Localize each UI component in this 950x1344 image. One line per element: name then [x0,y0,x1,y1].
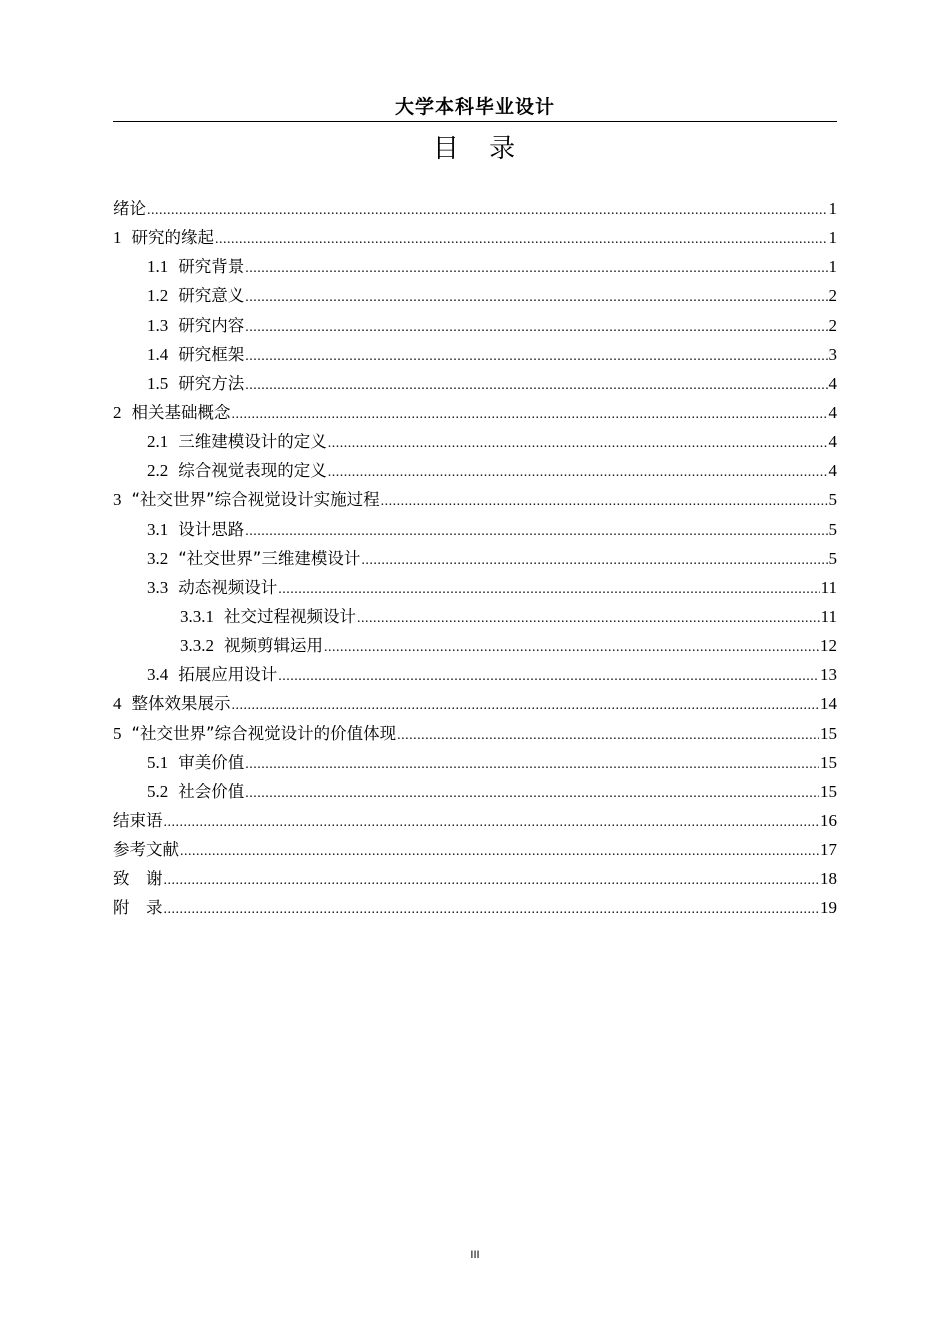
toc-entry-label: 绪论 [113,199,146,218]
toc-entry-page: 15 [820,781,837,801]
toc-entry-label: 综合视觉表现的定义 [178,461,327,481]
toc-entry-page: 4 [828,432,837,452]
toc-entry-page: 4 [828,402,837,422]
toc-entry[interactable] [113,485,837,514]
toc-entry-label: 结束语 [113,810,163,830]
toc-entry-number: 3 [113,490,122,510]
running-header-title: 大学本科毕业设计 [394,96,555,118]
toc-entry[interactable] [113,311,837,340]
toc-entry-label: 研究方法 [178,373,245,393]
toc-dot-leader [245,342,827,371]
toc-entry[interactable] [113,660,837,689]
toc-entry-number: 3.3.2 [180,636,214,656]
toc-dot-leader [381,487,828,516]
toc-entry-label: 研究内容 [178,315,245,335]
toc-entry-label: 研究的缘起 [131,228,214,248]
toc-entry-label: 社交过程视频设计 [224,606,356,626]
toc-entry-page: 12 [820,636,837,656]
toc-entry-label: 相关基础概念 [131,402,231,422]
toc-entry-page: 1 [828,228,837,248]
toc-entry-label: 参考文献 [113,840,179,860]
toc-dot-leader [245,283,827,312]
toc-entry-number: 1.4 [147,344,169,364]
toc-entry-page: 1 [828,199,837,218]
toc-entry-number: 1.3 [147,315,169,335]
toc-entry-page: 11 [820,577,837,597]
toc-dot-leader [164,808,820,837]
toc-dot-leader [180,837,819,866]
toc-entry[interactable] [113,864,837,893]
toc-entry-number: 1.2 [147,286,169,306]
toc-entry-label: 研究背景 [178,257,245,277]
toc-dot-leader [232,400,828,429]
toc-dot-leader [397,721,819,750]
toc-entry-page: 19 [820,898,837,918]
footer-page-number: III [470,1249,480,1261]
toc-entry-page: 5 [828,519,837,539]
toc-dot-leader [215,225,828,254]
toc-dot-leader [245,254,827,283]
toc-entry[interactable] [113,398,837,427]
toc-entry[interactable] [113,456,837,485]
toc-entry-page: 2 [828,286,837,306]
toc-entry-label: 研究框架 [178,344,245,364]
toc-dot-leader [245,779,819,808]
toc-entry-page: 16 [820,810,837,830]
toc-entry[interactable] [113,777,837,806]
toc-entry-number: 5 [113,723,122,743]
toc-entry-number: 1.5 [147,373,169,393]
toc-dot-leader [357,604,820,633]
toc-entry-label: 整体效果展示 [131,694,231,714]
toc-entry[interactable] [113,893,837,922]
toc-entry-label: 设计思路 [178,519,245,539]
toc-entry-label: 动态视频设计 [178,577,278,597]
toc-dot-leader [245,517,827,546]
toc-dot-leader [147,196,828,225]
toc-entry-label: “社交世界”三维建模设计 [178,548,361,568]
toc-dot-leader [328,429,828,458]
toc-entry-page: 15 [820,752,837,772]
toc-entry-label: 研究意义 [178,286,245,306]
toc-entry-number: 3.4 [147,665,169,685]
toc-entry-page: 5 [828,490,837,510]
toc-entry[interactable] [113,631,837,660]
toc-entry-page: 13 [820,665,837,685]
toc-entry[interactable] [113,544,837,573]
toc-entry[interactable] [113,281,837,310]
toc-entry-label: 拓展应用设计 [178,665,278,685]
header-rule [113,121,837,122]
toc-entry[interactable] [113,806,837,835]
toc-entry-page: 11 [820,606,837,626]
toc-entry[interactable] [113,194,837,223]
toc-entry[interactable] [113,515,837,544]
toc-entry-label: “社交世界”综合视觉设计的价值体现 [131,723,397,743]
toc-entry-page: 4 [828,373,837,393]
toc-entry-number: 2.1 [147,432,169,452]
toc-dot-leader [278,575,819,604]
toc-entry-number: 3.1 [147,519,169,539]
toc-entry-page: 5 [828,548,837,568]
toc-entry-number: 5.2 [147,781,169,801]
toc-dot-leader [245,371,827,400]
toc-entry-number: 3.3.1 [180,606,214,626]
toc-entry[interactable] [113,689,837,718]
toc-dot-leader [164,895,820,924]
toc-dot-leader [278,662,819,691]
toc-entry-number: 2 [113,402,122,422]
toc-entry[interactable] [113,340,837,369]
toc-entry-page: 2 [828,315,837,335]
toc-entry-number: 1 [113,228,122,248]
toc-entry-number: 3.2 [147,548,169,568]
toc-entry-label: “社交世界”综合视觉设计实施过程 [131,490,380,510]
toc-entry-label: 审美价值 [178,752,245,772]
toc-entry[interactable] [113,252,837,281]
toc-entry-page: 4 [828,461,837,481]
toc-entry[interactable] [113,835,837,864]
toc-entry[interactable] [113,602,837,631]
toc-entry-page: 3 [828,344,837,364]
toc-dot-leader [232,691,820,720]
toc-entry[interactable] [113,719,837,748]
toc-dot-leader [361,546,827,575]
toc-entry[interactable] [113,748,837,777]
toc-entry-page: 17 [820,840,837,860]
toc-entry-label: 三维建模设计的定义 [178,432,327,452]
toc-entry-number: 5.1 [147,752,169,772]
toc-entry-label: 附 录 [113,898,163,918]
toc-entry-number: 4 [113,694,122,714]
toc-dot-leader [328,458,828,487]
toc-dot-leader [245,750,819,779]
toc-dot-leader [324,633,819,662]
toc-entry-page: 14 [820,694,837,714]
toc-entry[interactable] [113,223,837,252]
toc-entry[interactable] [113,369,837,398]
table-of-contents [113,194,837,923]
toc-entry-label: 致 谢 [113,869,163,889]
toc-entry-page: 18 [820,869,837,889]
toc-entry-number: 1.1 [147,257,169,277]
toc-entry-page: 15 [820,723,837,743]
toc-entry[interactable] [113,573,837,602]
toc-entry-label: 视频剪辑运用 [224,636,323,656]
toc-title: 目 录 [432,134,518,164]
toc-dot-leader [245,313,827,342]
toc-entry[interactable] [113,427,837,456]
toc-dot-leader [164,866,820,895]
toc-entry-number: 3.3 [147,577,169,597]
toc-entry-label: 社会价值 [178,781,245,801]
toc-entry-number: 2.2 [147,461,169,481]
toc-entry-page: 1 [828,257,837,277]
